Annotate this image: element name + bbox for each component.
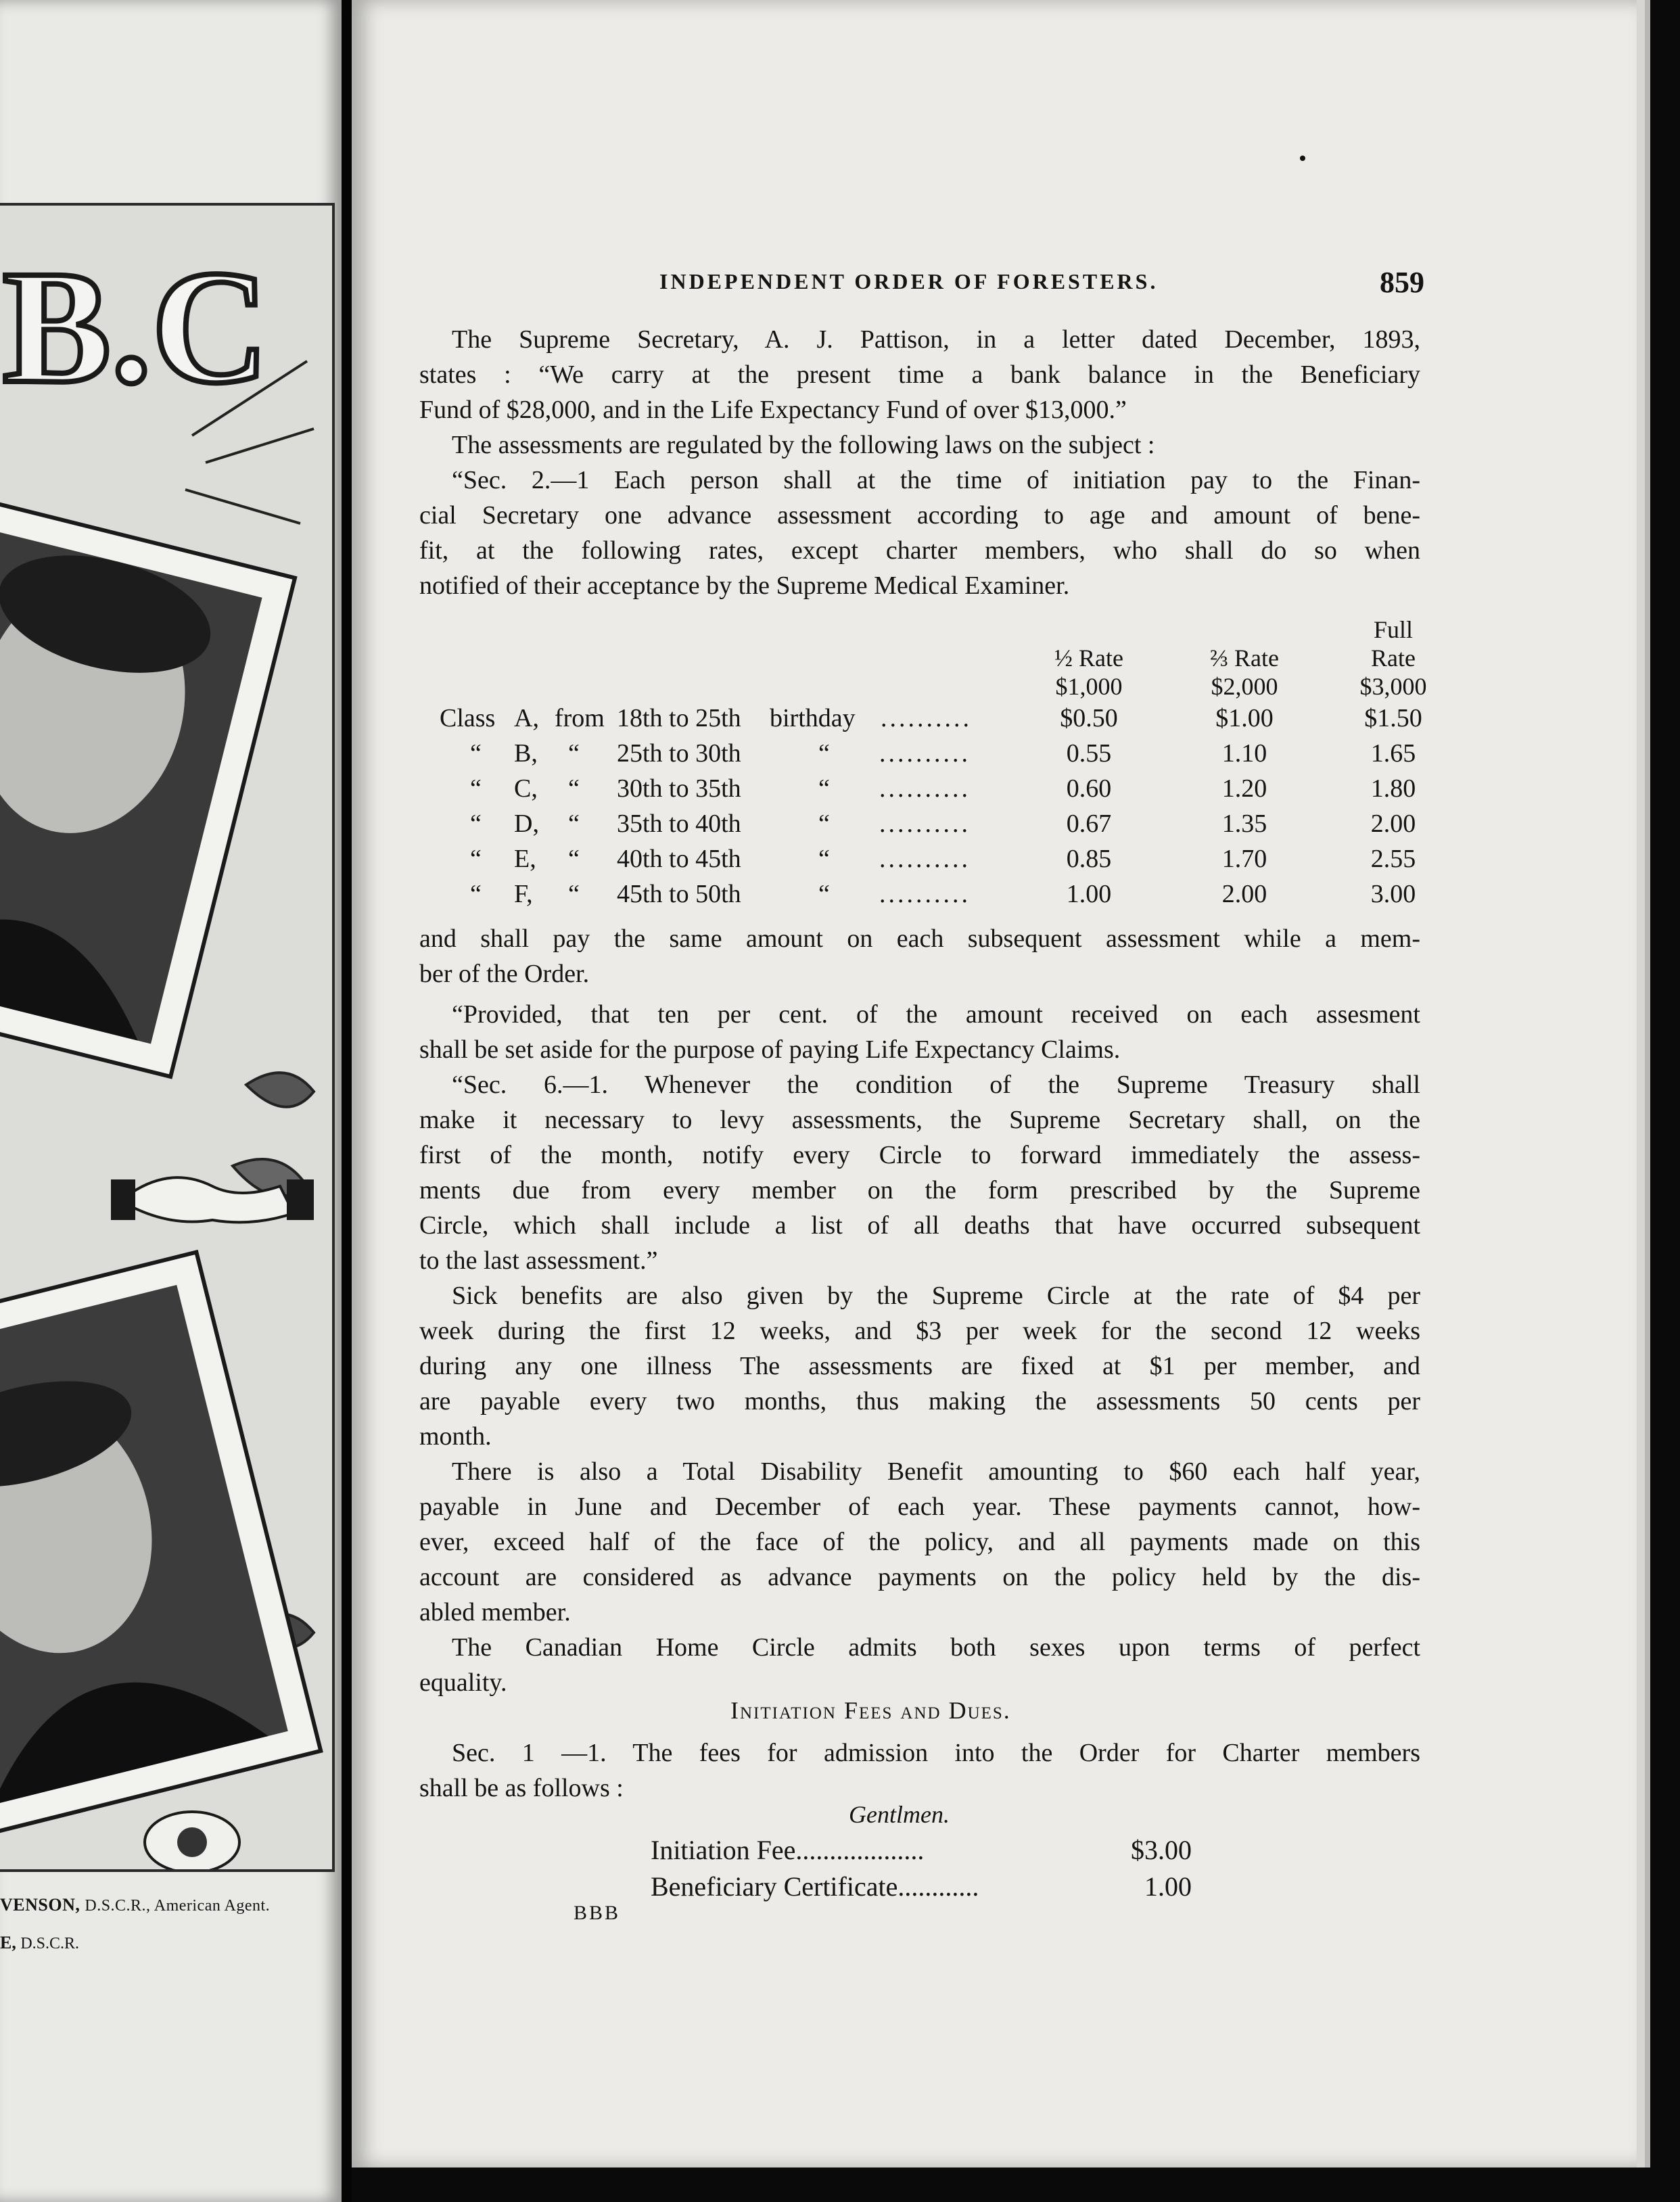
leader-dots: .......... bbox=[879, 810, 971, 838]
column-header-two-thirds-rate bbox=[1177, 615, 1312, 701]
text-line: “Sec. 2.—1 Each person shall at the time of initiation pay to the Finan- bbox=[452, 466, 1420, 494]
disability-paragraph bbox=[419, 1454, 1420, 1630]
text-line: shall be as follows : bbox=[419, 1774, 624, 1802]
intro-paragraph bbox=[419, 322, 1420, 427]
equality-paragraph bbox=[419, 1630, 1420, 1700]
ditto-mark: “ bbox=[818, 880, 830, 908]
ditto-mark: “ bbox=[568, 810, 580, 838]
leader-dots: .......... bbox=[881, 704, 972, 732]
table-row bbox=[440, 703, 1427, 739]
header-line: Rate bbox=[1371, 645, 1416, 672]
header-line: ⅔ Rate bbox=[1210, 645, 1279, 672]
class-letter: B, bbox=[514, 739, 538, 768]
rate-3000: 3.00 bbox=[1370, 880, 1416, 908]
engraving-caption-agent bbox=[0, 1895, 318, 1915]
section-heading: Initiation Fees and Dues. bbox=[730, 1697, 1011, 1724]
class-letter: C, bbox=[514, 774, 538, 803]
book-gutter bbox=[342, 0, 352, 2202]
text-line: and shall pay the same amount on each subsequent assessment while a mem- bbox=[419, 924, 1420, 953]
class-letter: D, bbox=[514, 810, 539, 838]
leader-dots: .......... bbox=[879, 845, 971, 873]
rate-2000: $1.00 bbox=[1215, 704, 1274, 732]
rate-3000: 1.80 bbox=[1370, 774, 1416, 803]
ditto-mark: “ bbox=[470, 774, 482, 803]
fee-row bbox=[651, 1834, 1192, 1866]
rate-1000: $0.50 bbox=[1060, 704, 1118, 732]
leader-dots: .......... bbox=[879, 739, 971, 768]
age-range: 40th to 45th bbox=[617, 845, 741, 873]
text-line: notified of their acceptance by the Supreme Medical Examiner. bbox=[419, 571, 1070, 600]
text-line: Sec. 1 —1. The fees for admission into the Order for Charter members bbox=[452, 1739, 1420, 1767]
birthday-word: birthday bbox=[770, 704, 856, 732]
text-line: “Sec. 6.—1. Whenever the condition of the Supreme Treasury shall bbox=[452, 1071, 1420, 1099]
text-line: equality. bbox=[419, 1668, 507, 1697]
ditto-mark: “ bbox=[568, 845, 580, 873]
class-letter: A, bbox=[514, 704, 539, 732]
rate-3000: 1.65 bbox=[1370, 739, 1416, 768]
rate-2000: 1.70 bbox=[1221, 845, 1267, 873]
header-line: $2,000 bbox=[1211, 673, 1278, 700]
table-row bbox=[440, 844, 1427, 879]
fee-amount: 1.00 bbox=[1144, 1871, 1192, 1902]
header-letters: B.C bbox=[3, 237, 269, 417]
rate-1000: 0.67 bbox=[1066, 810, 1112, 838]
table-row bbox=[440, 774, 1427, 809]
rate-3000: $1.50 bbox=[1364, 704, 1422, 732]
ditto-mark: “ bbox=[818, 774, 830, 803]
caption-title: D.S.C.R. bbox=[20, 1935, 80, 1952]
page-edge bbox=[1645, 0, 1650, 2168]
class-letter: E, bbox=[514, 845, 536, 873]
regulation-intro bbox=[419, 427, 1420, 463]
text-line: ments due from every member on the form prescribed by the Supreme bbox=[419, 1176, 1420, 1204]
running-title: INDEPENDENT ORDER OF FORESTERS. bbox=[659, 269, 1159, 294]
header-line: $3,000 bbox=[1359, 673, 1427, 700]
print-speck bbox=[1300, 156, 1305, 161]
column-header-half-rate bbox=[1021, 615, 1157, 701]
text-line: account are considered as advance payments on the policy held by the dis- bbox=[419, 1563, 1420, 1591]
text-line: Sick benefits are also given by the Supreme Circle at the rate of $4 per bbox=[452, 1282, 1420, 1310]
text-line: fit, at the following rates, except charter members, who shall do so when bbox=[419, 536, 1420, 565]
age-range: 35th to 40th bbox=[617, 810, 741, 838]
ditto-mark: “ bbox=[470, 810, 482, 838]
rate-2000: 1.20 bbox=[1221, 774, 1267, 803]
fee-row bbox=[651, 1871, 1192, 1902]
text-line: abled member. bbox=[419, 1598, 571, 1626]
header-line: Full bbox=[1373, 616, 1414, 643]
ditto-mark: “ bbox=[818, 810, 830, 838]
rate-2000: 1.35 bbox=[1221, 810, 1267, 838]
column-header-full-rate bbox=[1326, 615, 1461, 701]
rate-1000: 1.00 bbox=[1066, 880, 1112, 908]
fee-label: Beneficiary Certificate............ bbox=[651, 1871, 979, 1902]
ditto-mark: “ bbox=[568, 880, 580, 908]
from-word: from bbox=[555, 704, 605, 732]
left-facing-page bbox=[0, 0, 342, 2202]
ditto-mark: “ bbox=[818, 739, 830, 768]
thistle-flower bbox=[145, 1812, 239, 1869]
age-range: 30th to 35th bbox=[617, 774, 741, 803]
text-line: are payable every two months, thus making the assessments 50 cents per bbox=[419, 1387, 1420, 1415]
ditto-mark: “ bbox=[470, 845, 482, 873]
sick-benefits-paragraph bbox=[419, 1278, 1420, 1454]
rate-3000: 2.00 bbox=[1370, 810, 1416, 838]
caption-name: VENSON, bbox=[0, 1895, 80, 1915]
header-line: $1,000 bbox=[1055, 673, 1123, 700]
sec2-paragraph bbox=[419, 463, 1420, 603]
text-line: “Provided, that ten per cent. of the amount received on each assesment bbox=[452, 1000, 1420, 1029]
after-table-paragraph bbox=[419, 921, 1420, 991]
class-letter: F, bbox=[514, 880, 533, 908]
ditto-mark: “ bbox=[470, 739, 482, 768]
caption-name: E, bbox=[0, 1933, 16, 1952]
table-row bbox=[440, 809, 1427, 844]
rate-3000: 2.55 bbox=[1370, 845, 1416, 873]
text-line: The assessments are regulated by the following laws on the subject : bbox=[452, 431, 1155, 459]
text-line: The Supreme Secretary, A. J. Pattison, in a letter dated December, 1893, bbox=[452, 325, 1420, 354]
header-line bbox=[1177, 615, 1312, 644]
text-line: There is also a Total Disability Benefit amounting to $60 each half year, bbox=[452, 1457, 1420, 1486]
text-line: during any one illness The assessments are fixed at $1 per member, and bbox=[419, 1352, 1420, 1380]
rate-2000: 1.10 bbox=[1221, 739, 1267, 768]
text-line: shall be set aside for the purpose of paying Life Expectancy Claims. bbox=[419, 1035, 1121, 1064]
text-line: first of the month, notify every Circle to forward immediately the assess- bbox=[419, 1141, 1420, 1169]
age-range: 25th to 30th bbox=[617, 739, 741, 768]
signature-mark: BBB bbox=[574, 1902, 621, 1924]
page-edge bbox=[1637, 0, 1645, 2168]
leader-dots: .......... bbox=[879, 774, 971, 803]
ditto-mark: “ bbox=[818, 845, 830, 873]
rate-1000: 0.60 bbox=[1066, 774, 1112, 803]
page-number: 859 bbox=[1380, 266, 1424, 299]
fee-amount: $3.00 bbox=[1131, 1835, 1192, 1865]
caption-title: D.S.C.R., American Agent. bbox=[85, 1897, 271, 1915]
rate-1000: 0.55 bbox=[1066, 739, 1112, 768]
engraving-illustration bbox=[0, 203, 335, 1872]
proviso-paragraph bbox=[419, 997, 1420, 1067]
ditto-mark: “ bbox=[470, 880, 482, 908]
table-row bbox=[440, 879, 1427, 914]
text-line: week during the first 12 weeks, and $3 per week for the second 12 weeks bbox=[419, 1317, 1420, 1345]
text-line: payable in June and December of each year. These payments cannot, how- bbox=[419, 1493, 1420, 1521]
rate-1000: 0.85 bbox=[1066, 845, 1112, 873]
engraving-artwork bbox=[0, 206, 332, 1869]
text-line: The Canadian Home Circle admits both sexes upon terms of perfect bbox=[452, 1633, 1420, 1662]
text-line: Circle, which shall include a list of all deaths that have occurred subsequent bbox=[419, 1211, 1420, 1240]
ditto-mark: “ bbox=[568, 739, 580, 768]
class-label: Class bbox=[440, 704, 496, 732]
table-row bbox=[440, 739, 1427, 774]
ditto-mark: “ bbox=[568, 774, 580, 803]
text-line: ever, exceed half of the face of the policy, and all payments made on this bbox=[419, 1528, 1420, 1556]
text-line: to the last assessment.” bbox=[419, 1246, 658, 1275]
age-range: 18th to 25th bbox=[617, 704, 741, 732]
rate-2000: 2.00 bbox=[1221, 880, 1267, 908]
text-line: make it necessary to levy assessments, the Supreme Secretary shall, on the bbox=[419, 1106, 1420, 1134]
sec1-paragraph bbox=[419, 1735, 1420, 1806]
text-line: states : “We carry at the present time a bank balance in the Beneficiary bbox=[419, 360, 1420, 389]
age-range: 45th to 50th bbox=[617, 880, 741, 908]
gentlemen-subheading: Gentlmen. bbox=[849, 1801, 950, 1828]
text-line: cial Secretary one advance assessment according to age and amount of bene- bbox=[419, 501, 1420, 530]
text-line: Fund of $28,000, and in the Life Expectancy Fund of over $13,000.” bbox=[419, 396, 1127, 424]
leader-dots: .......... bbox=[879, 880, 971, 908]
sec6-paragraph bbox=[419, 1067, 1420, 1278]
text-line: month. bbox=[419, 1422, 492, 1451]
header-line: ½ Rate bbox=[1054, 645, 1123, 672]
header-line bbox=[1021, 615, 1157, 644]
engraving-caption-officer bbox=[0, 1933, 318, 1953]
fee-label: Initiation Fee................... bbox=[651, 1835, 925, 1865]
text-line: ber of the Order. bbox=[419, 960, 590, 988]
